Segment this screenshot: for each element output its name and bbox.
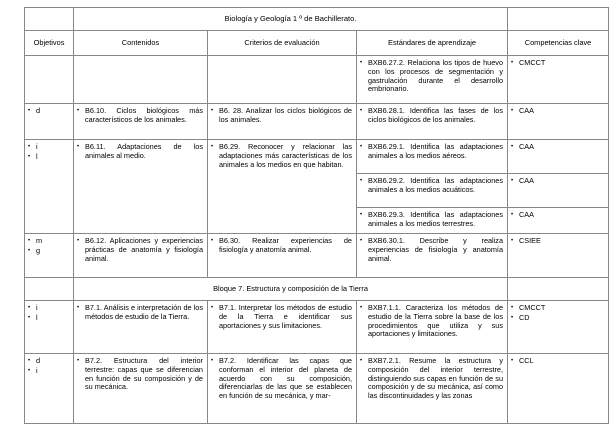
competencia-text: CMCCT — [519, 58, 546, 67]
table-row — [25, 56, 609, 104]
header-criterios: Criterios de evaluación — [208, 31, 357, 56]
objetivos-cell — [25, 56, 74, 104]
table-row — [25, 140, 609, 174]
objetivo-text: i — [36, 303, 38, 312]
header-objetivos: Objetivos — [25, 31, 74, 56]
contenido-text: B7.2. Estructura del interior terrestre: capas que se diferencian en función de su composición y de su mecánica. — [85, 356, 203, 392]
estandar-text: BXB6.28.1. Identifica las fases de los ciclos biológicos de los animales. — [368, 106, 504, 124]
estandar-text: BXB6.27.2. Relaciona los tipos de huevo con los procesos de segmentación y gastrulación durante el desarrollo embrionario. — [368, 58, 504, 94]
objetivos-cell: • i • l — [25, 140, 74, 234]
estandar-cell: • BXB6.30.1. Describe y realiza experiencias de fisiología y anatomía animal. — [357, 234, 508, 278]
table-row — [25, 234, 609, 278]
contenido-text: B6.11. Adaptaciones de los animales al medio. — [85, 142, 203, 160]
objetivo-text: g — [36, 245, 41, 255]
estandar-text: BXB6.30.1. Describe y realiza experiencias de fisiología y anatomía animal. — [368, 236, 504, 263]
competencia-text: CAA — [519, 176, 535, 185]
contenido-cell — [74, 56, 208, 104]
estandar-cell: • BXB6.29.2. Identifica las adaptaciones animales a los medios acuáticos. — [357, 174, 508, 208]
competencia-text: CSIEE — [519, 236, 541, 245]
header-estandares: Estándares de aprendizaje — [357, 31, 508, 56]
table-row — [25, 354, 609, 424]
criterio-cell: • B6.30. Realizar experiencias de fisiología y anatomía animal. — [208, 234, 357, 278]
estandar-text: BXB6.29.3. Identifica las adaptaciones animales a los medios terrestres. — [368, 210, 504, 228]
objetivos-cell: • i • l — [25, 301, 74, 354]
objetivos-cell: • d — [25, 104, 74, 140]
competencia-cell: • CAA — [508, 208, 609, 234]
estandar-text: BXB7.1.1. Caracteriza los métodos de estudio de la Tierra sobre la base de los procedimientos que utiliza y sus aportaciones y limitaciones. — [368, 303, 504, 339]
criterio-text: B7.2. Identificar las capas que conforman el interior del planeta de acuerdo con su composición, diferenciarlas de las que se establecen en función de su mecánica, y mar- — [219, 356, 352, 401]
competencia-text: CAA — [519, 210, 535, 219]
estandar-text: BXB6.29.1. Identifica las adaptaciones animales a los medios aéreos. — [368, 142, 504, 160]
estandar-cell: • BXB6.29.3. Identifica las adaptaciones animales a los medios terrestres. — [357, 208, 508, 234]
title-row — [25, 8, 609, 31]
competencia-text: CAA — [519, 106, 535, 115]
estandar-text: BXB6.29.2. Identifica las adaptaciones animales a los medios acuáticos. — [368, 176, 504, 194]
criterio-text: B6. 28. Analizar los ciclos biológicos de los animales. — [219, 106, 352, 124]
competencia-cell: • CAA — [508, 174, 609, 208]
contenido-cell: • B6.12. Aplicaciones y experiencias prácticas de anatomía y fisiología animal. — [74, 234, 208, 278]
competencia-cell: • CAA — [508, 140, 609, 174]
contenido-cell: • B7.2. Estructura del interior terrestre: capas que se diferencian en función de su composición y de su mecánica. — [74, 354, 208, 424]
competencia-text: CAA — [519, 142, 535, 151]
objetivo-text: d — [36, 106, 41, 115]
block-right-cell — [508, 278, 609, 301]
header-row — [25, 31, 609, 56]
header-competencias: Competencias clave — [508, 31, 609, 56]
contenido-text: B6.12. Aplicaciones y experiencias prácticas de anatomía y fisiología animal. — [85, 236, 203, 263]
title-corner — [25, 8, 74, 31]
contenido-cell: • B6.10. Ciclos biológicos más característicos de los animales. — [74, 104, 208, 140]
objetivo-text: m — [36, 236, 43, 245]
competencia-cell: • CAA — [508, 104, 609, 140]
criterio-cell: • B6.29. Reconocer y relacionar las adaptaciones más características de los animales a los medios en que habitan. — [208, 140, 357, 234]
block-title: Bloque 7. Estructura y composición de la Tierra — [74, 278, 508, 301]
title-right-cell — [508, 8, 609, 31]
competencia-text: CCL — [519, 356, 534, 365]
block-corner — [25, 278, 74, 301]
curriculum-table — [24, 7, 609, 424]
table-row — [25, 104, 609, 140]
contenido-text: B6.10. Ciclos biológicos más característicos de los animales. — [85, 106, 203, 124]
competencia-text: CD — [519, 312, 530, 322]
estandar-cell: • BXB6.28.1. Identifica las fases de los ciclos biológicos de los animales. — [357, 104, 508, 140]
competencia-cell: • CCL — [508, 354, 609, 424]
objetivo-text: i — [36, 365, 38, 375]
competencia-cell: • CMCCT — [508, 56, 609, 104]
criterio-cell: • B7.2. Identificar las capas que conforman el interior del planeta de acuerdo con su composición, diferenciarlas de las que se establecen en función de su mecánica, y mar- — [208, 354, 357, 424]
table-row — [25, 301, 609, 354]
estandar-cell: • BXB6.29.1. Identifica las adaptaciones animales a los medios aéreos. — [357, 140, 508, 174]
contenido-cell: • B7.1. Análisis e interpretación de los métodos de estudio de la Tierra. — [74, 301, 208, 354]
objetivos-cell: • m • g — [25, 234, 74, 278]
criterio-text: B6.29. Reconocer y relacionar las adaptaciones más características de los animales a los medios en que habitan. — [219, 142, 352, 169]
competencia-cell: • CSIEE — [508, 234, 609, 278]
header-contenidos: Contenidos — [74, 31, 208, 56]
contenido-text: B7.1. Análisis e interpretación de los métodos de estudio de la Tierra. — [85, 303, 203, 321]
estandar-cell: • BXB7.2.1. Resume la estructura y composición del interior terrestre, distinguiendo sus capas en función de su composición y de su mecánica, así como las discontinuidades y las zonas — [357, 354, 508, 424]
objetivo-text: d — [36, 356, 41, 365]
contenido-cell: • B6.11. Adaptaciones de los animales al medio. — [74, 140, 208, 234]
objetivo-text: l — [36, 151, 38, 161]
estandar-cell: • BXB6.27.2. Relaciona los tipos de huevo con los procesos de segmentación y gastrulación durante el desarrollo embrionario. — [357, 56, 508, 104]
objetivo-text: i — [36, 142, 38, 151]
block-row — [25, 278, 609, 301]
table-title: Biología y Geología 1 º de Bachillerato. — [74, 8, 508, 31]
criterio-text: B7.1. Interpretar los métodos de estudio de la Tierra e identificar sus aportaciones y sus limitaciones. — [219, 303, 352, 330]
objetivo-text: l — [36, 312, 38, 322]
estandar-cell: • BXB7.1.1. Caracteriza los métodos de estudio de la Tierra sobre la base de los procedimientos que utiliza y sus aportaciones y limitaciones. — [357, 301, 508, 354]
objetivos-cell: • d • i — [25, 354, 74, 424]
criterio-cell — [208, 56, 357, 104]
competencia-text: CMCCT — [519, 303, 546, 312]
estandar-text: BXB7.2.1. Resume la estructura y composición del interior terrestre, distinguiendo sus capas en función de su composición y de su mecánica, así como las discontinuidades y las zonas — [368, 356, 504, 401]
competencia-cell: • CMCCT • CD — [508, 301, 609, 354]
criterio-cell: • B6. 28. Analizar los ciclos biológicos de los animales. — [208, 104, 357, 140]
criterio-cell: • B7.1. Interpretar los métodos de estudio de la Tierra e identificar sus aportaciones y sus limitaciones. — [208, 301, 357, 354]
criterio-text: B6.30. Realizar experiencias de fisiología y anatomía animal. — [219, 236, 352, 254]
